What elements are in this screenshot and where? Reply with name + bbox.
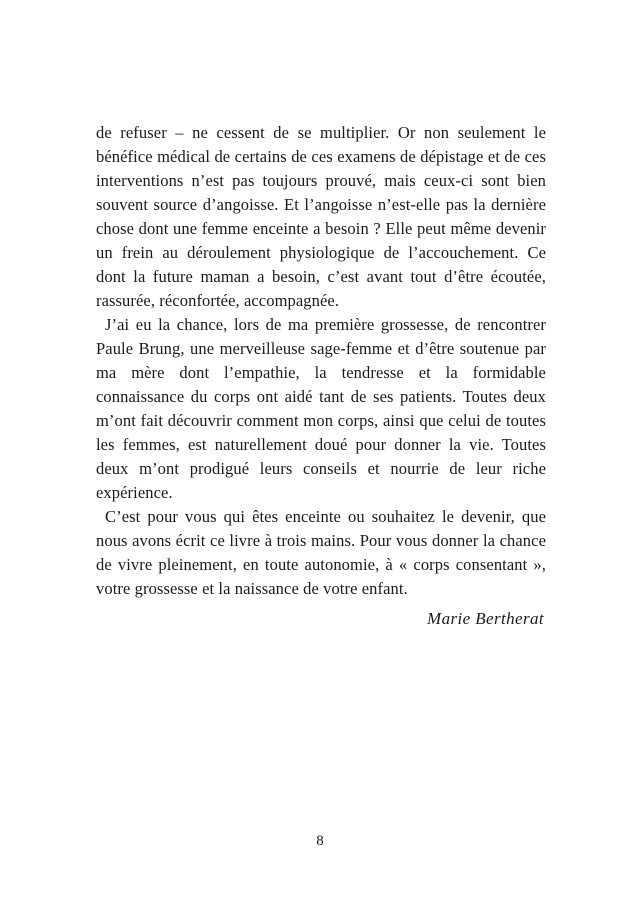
paragraph-3: C’est pour vous qui êtes enceinte ou souhaitez le devenir, que nous avons écrit ce livre à trois mains. Pour vous donner la chance de vivre pleinement, en toute autonomie, à « corps consentant », votre grossesse et la naissance de votre enfant. — [96, 507, 546, 598]
paragraph-1: de refuser – ne cessent de se multiplier. Or non seulement le bénéfice médical de certains de ces examens de dépistage et de ces interventions n’est pas toujours prouvé, mais ceux-ci sont bien souvent source d’angoisse. Et l’angoisse n’est-elle pas la dernière chose dont une femme enceinte a besoin ? Elle peut même devenir un frein au déroulement physiologique de l’accouchement. Ce dont la future maman a besoin, c’est avant tout d’être écoutée, rassurée, réconfortée, accompagnée. — [96, 123, 546, 310]
author-signature: Marie Bertherat — [427, 609, 544, 628]
page-content — [96, 121, 546, 631]
page-number: 8 — [316, 833, 324, 849]
paragraph-2: J’ai eu la chance, lors de ma première grossesse, de rencontrer Paule Brung, une merveilleuse sage-femme et d’être soutenue par ma mère dont l’empathie, la tendresse et la formidable connaissance du corps ont aidé tant de ses patients. Toutes deux m’ont fait découvrir comment mon corps, ainsi que celui de toutes les femmes, est naturellement doué pour donner la vie. Toutes deux m’ont prodigué leurs conseils et nourrie de leur riche expérience. — [96, 315, 546, 502]
